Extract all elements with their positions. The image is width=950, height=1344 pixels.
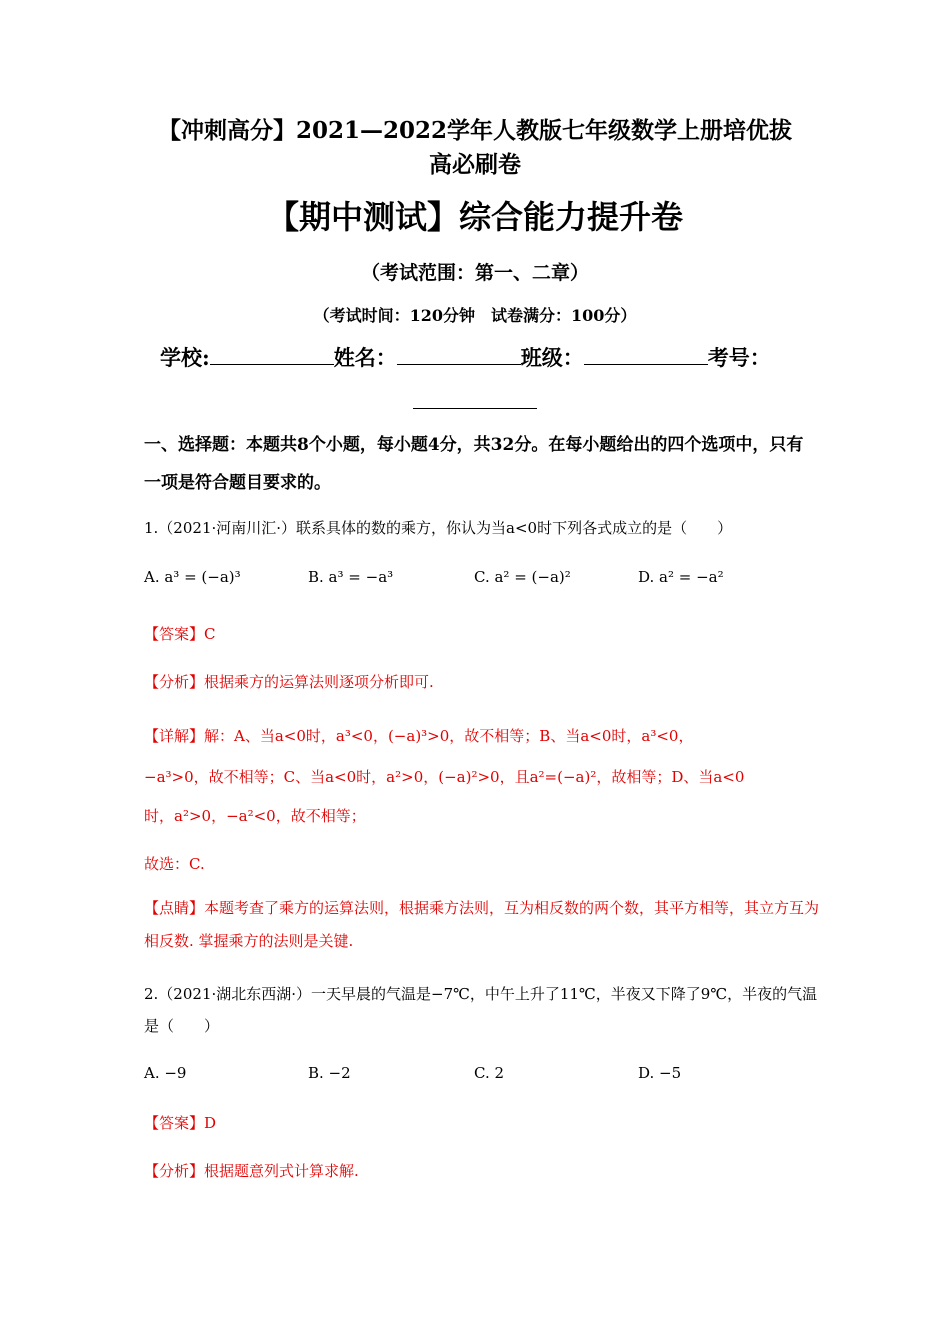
exam-title [0, 114, 950, 182]
question-2-option-b: B. −2 [308, 1064, 351, 1082]
question-1-detail-line3: 时，a²>0，−a²<0，故不相等； [144, 807, 366, 825]
question-2-option-d: D. −5 [638, 1064, 682, 1082]
exam-scope: （考试范围：第一、二章） [360, 262, 589, 284]
question-2-analysis: 【分析】根据题意列式计算求解. [144, 1162, 359, 1180]
question-2-stem: 2.（2021·湖北东西湖·）一天早晨的气温是−7℃，中午上升了11℃，半夜又下降了9℃，半夜的气温是（ ） [144, 985, 818, 1035]
exam-subtitle: 【期中测试】综合能力提升卷 [266, 198, 683, 236]
exam-no-label: 考号： [707, 345, 771, 370]
question-1-answer: 【答案】C [144, 625, 216, 643]
exam-title-line2: 高必刷卷 [429, 151, 521, 178]
exam-no-blank[interactable] [413, 390, 537, 409]
student-info-line [160, 342, 771, 372]
question-1-analysis: 【分析】根据乘方的运算法则逐项分析即可. [144, 673, 434, 691]
question-1-options [144, 568, 819, 592]
question-2-options [144, 1064, 819, 1088]
question-1-choice: 故选：C. [144, 855, 205, 873]
name-blank[interactable] [397, 346, 521, 365]
question-1-option-b: B. a³ = −a³ [308, 568, 394, 586]
class-blank[interactable] [584, 346, 708, 365]
name-label: 姓名： [333, 345, 397, 370]
class-label: 班级： [520, 345, 584, 370]
school-blank[interactable] [210, 346, 334, 365]
question-2-option-c: C. 2 [474, 1064, 505, 1082]
question-1-detail-line1: 【详解】解：A、当a<0时，a³<0，(−a)³>0，故不相等；B、当a<0时，a³<0， [144, 727, 694, 745]
section-heading: 一、选择题：本题共8个小题，每小题4分，共32分。在每小题给出的四个选项中，只有一项是符合题目要求的。 [144, 435, 804, 493]
question-1-option-a: A. a³ = (−a)³ [144, 568, 241, 586]
question-2-option-a: A. −9 [144, 1064, 187, 1082]
exam-title-line1: 【冲刺高分】2021—2022学年人教版七年级数学上册培优拔 [157, 117, 793, 144]
school-label: 学校: [160, 345, 210, 370]
question-1-option-c: C. a² = (−a)² [474, 568, 571, 586]
question-1-detail-line2: −a³>0，故不相等；C、当a<0时，a²>0，(−a)²>0，且a²=(−a)²，故相等；D、当a<0 [144, 768, 745, 786]
question-2-answer: 【答案】D [144, 1114, 217, 1132]
question-1-option-d: D. a² = −a² [638, 568, 724, 586]
exam-time-info: （考试时间：120分钟 试卷满分：100分） [313, 306, 637, 325]
question-1-stem: 1.（2021·河南川汇·）联系具体的数的乘方，你认为当a<0时下列各式成立的是（ ） [144, 519, 733, 537]
question-1-comment: 【点睛】本题考查了乘方的运算法则，根据乘方法则，互为相反数的两个数，其平方相等，其立方互为相反数. 掌握乘方的法则是关键. [144, 899, 820, 950]
